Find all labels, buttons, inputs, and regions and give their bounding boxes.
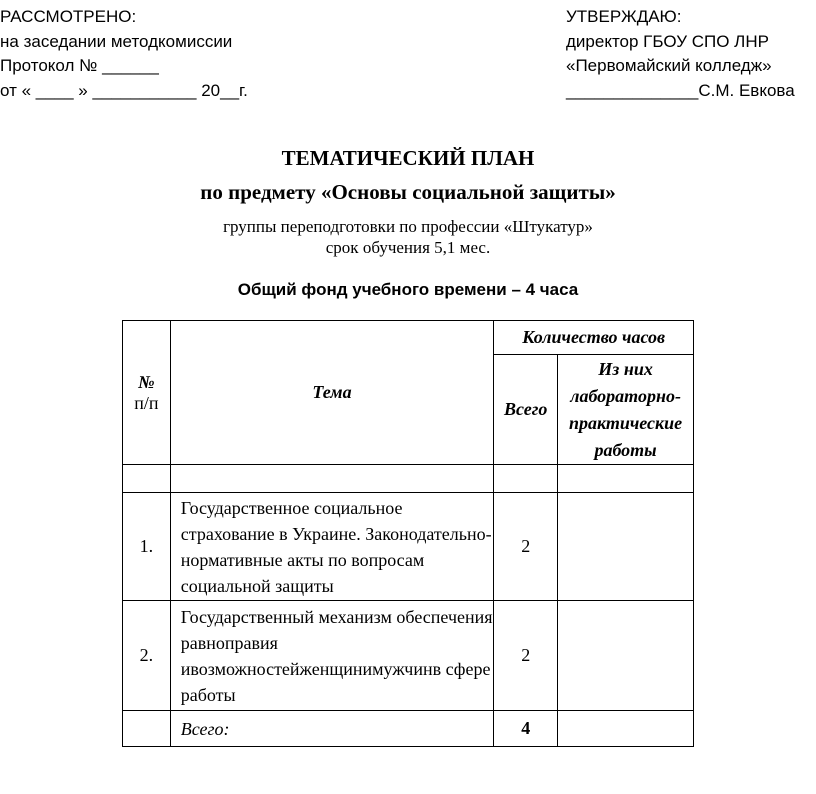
topic-header-cell: Тема xyxy=(170,321,494,465)
term-line: срок обучения 5,1 мес. xyxy=(325,238,491,257)
approved-label: УТВЕРЖДАЮ: xyxy=(566,7,682,26)
row-number: 2. xyxy=(123,601,171,711)
row-number: 1. xyxy=(123,493,171,601)
lab-header-cell: Из них лабораторно-практические работы xyxy=(558,355,694,465)
hours-header-cell: Количество часов xyxy=(494,321,694,355)
group-line: группы переподготовки по профессии «Штукатур» xyxy=(223,217,593,236)
time-fund-line: Общий фонд учебного времени – 4 часа xyxy=(237,280,579,299)
row-lab xyxy=(558,601,694,711)
total-header-cell: Всего xyxy=(494,355,558,465)
table-header-row xyxy=(123,321,694,355)
college-line: «Первомайский колледж» xyxy=(566,56,772,75)
approval-block-right xyxy=(566,5,795,103)
total-value: 4 xyxy=(494,711,558,747)
table-row xyxy=(123,493,694,601)
total-label: Всего: xyxy=(170,711,494,747)
signature-line: ______________С.М. Евкова xyxy=(566,80,795,100)
number-header-cell xyxy=(123,321,171,465)
row-total: 2 xyxy=(494,601,558,711)
table-row xyxy=(123,601,694,711)
total-row xyxy=(123,711,694,747)
commission-line: на заседании методкомиссии xyxy=(0,31,233,51)
protocol-line: Протокол № ______ xyxy=(0,56,159,75)
thematic-plan-table xyxy=(122,320,694,747)
number-sub: п/п xyxy=(134,392,159,413)
row-topic: Государственный механизм обеспечения равноправия ивозможностейженщинимужчинв сфере работы xyxy=(170,601,494,711)
director-line: директор ГБОУ СПО ЛНР xyxy=(566,31,769,51)
row-lab xyxy=(558,493,694,601)
row-topic: Государственное социальное страхование в Украине. Законодательно-нормативные акты по вопросам социальной защиты xyxy=(170,493,494,601)
row-total: 2 xyxy=(494,493,558,601)
reviewed-label: РАССМОТРЕНО: xyxy=(0,7,137,26)
number-mark: № xyxy=(138,371,155,392)
empty-row xyxy=(123,465,694,493)
subject-line: по предмету «Основы социальной защиты» xyxy=(200,180,616,204)
date-line: от « ____ » ___________ 20__г. xyxy=(0,80,248,100)
document-title: ТЕМАТИЧЕСКИЙ ПЛАН xyxy=(281,146,535,170)
approval-block-left xyxy=(0,5,248,103)
